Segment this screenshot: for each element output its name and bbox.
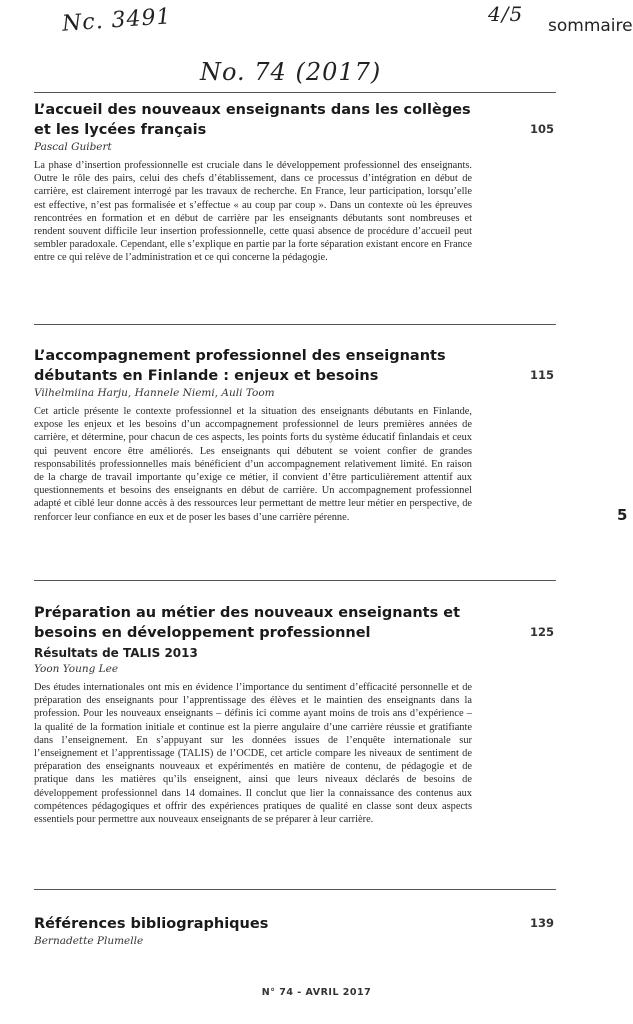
handwritten-reference-number: Nc. 3491	[61, 4, 173, 37]
article-authors: Vilhelmiina Harju, Hannele Niemi, Auli Toom	[34, 387, 275, 399]
divider	[34, 324, 556, 325]
article-authors: Yoon Young Lee	[34, 663, 119, 675]
article-title: L’accompagnement professionnel des enseignants débutants en Finlande : enjeux et besoins	[34, 348, 446, 384]
section-header: sommaire	[548, 16, 633, 36]
article-page-number: 115	[529, 368, 554, 382]
handwritten-fraction: 4/5	[488, 2, 524, 26]
article-page-number: 139	[529, 916, 554, 930]
divider	[34, 580, 556, 581]
article-2	[34, 346, 556, 524]
side-page-number: 5	[617, 506, 628, 524]
article-authors: Pascal Guibert	[34, 141, 112, 153]
article-page-number: 125	[529, 625, 554, 639]
article-4	[34, 914, 556, 949]
article-abstract: Des études internationales ont mis en évidence l’importance du sentiment d’efficacité personnelle et de préparation des enseignants pour l’apprentissage des élèves et le maintien des enseignants dans la profession. Pour les nouveaux enseignants – définis ici comme ayant moins de trois ans d’expérience – la qualité de la formation initiale et continue est la pierre angulaire d’une carrière réussie et gratifiante dans l’enseignement. En s’appuyant sur les données issues de l’enquête internationale sur l’enseignement et l’apprentissage (TALIS) de l’OCDE, cet article compare les niveaux de sentiment de préparation des enseignants nouveaux et expérimentés en matière de contenu, de pédagogie et de pratique dans les matières qu’ils enseignent, ainsi que leurs niveaux déclarés de besoins de développement professionnel dans 14 domaines. Il conclut que lier la connaissance des contenus aux compétences pédagogiques et offrir des expériences pratiques de qualité en classe sont deux aspects essentiels pour permettre aux nouveaux enseignants de se préparer à leur carrière.	[34, 682, 472, 826]
article-abstract: Cet article présente le contexte professionnel et la situation des enseignants débutants en Finlande, expose les enjeux et les besoins d’un accompagnement professionnel de leurs premières années de carrière, et détermine, pour chacun de ces aspects, les points forts du système éducatif finlandais et ceux qui peuvent encore être améliorés. Les enseignants qui débutent se voient confier de grandes responsabilités professionnelles mais bénéficient d’un accompagnement relativement limité. En raison de la charge de travail importante qu’exige ce métier, il convient d’être particulièrement attentif aux questionnements et besoins des enseignants en début de carrière. Un accompagnement professionnel adapté et ciblé leur donne accès à des ressources leur permettant de mettre leur métier en perspective, de renforcer leur confiance en eux et de poser les bases d’une carrière pérenne.	[34, 406, 472, 523]
article-authors: Bernadette Plumelle	[34, 935, 144, 947]
article-1	[34, 100, 556, 265]
article-title: L’accueil des nouveaux enseignants dans les collèges et les lycées français	[34, 102, 471, 138]
article-title: Références bibliographiques	[34, 916, 269, 932]
page-footer: N° 74 - AVRIL 2017	[261, 987, 372, 998]
article-title: Préparation au métier des nouveaux enseignants et besoins en développement professionnel	[34, 605, 461, 641]
article-page-number: 105	[529, 122, 554, 136]
divider	[34, 92, 556, 93]
article-subtitle: Résultats de TALIS 2013	[34, 646, 198, 660]
article-3	[34, 603, 556, 826]
article-abstract: La phase d’insertion professionnelle est cruciale dans le développement professionnel des enseignants. Outre le rôle des pairs, celui des chefs d’établissement, dans ce processus d’intégration en début de carrière, est clairement interrogé par les travaux de recherche. En France, leur participation, lorsqu’elle est effective, n’est pas formalisée et s’effectue « au coup par coup ». Dans un contexte où les épreuves rencontrées en formation et en début de carrière par les enseignants débutants sont nombreuses et rendent souvent difficile leur insertion professionnelle, cette quasi absence de procédure d’accueil peut sembler paradoxale. Cependant, elle s’explique en partie par la forte séparation existant encore en France entre ce qui relève de l’administration et ce qui concerne la pédagogie.	[34, 160, 472, 264]
divider	[34, 889, 556, 890]
handwritten-issue-number: No. 74 (2017)	[200, 58, 382, 86]
